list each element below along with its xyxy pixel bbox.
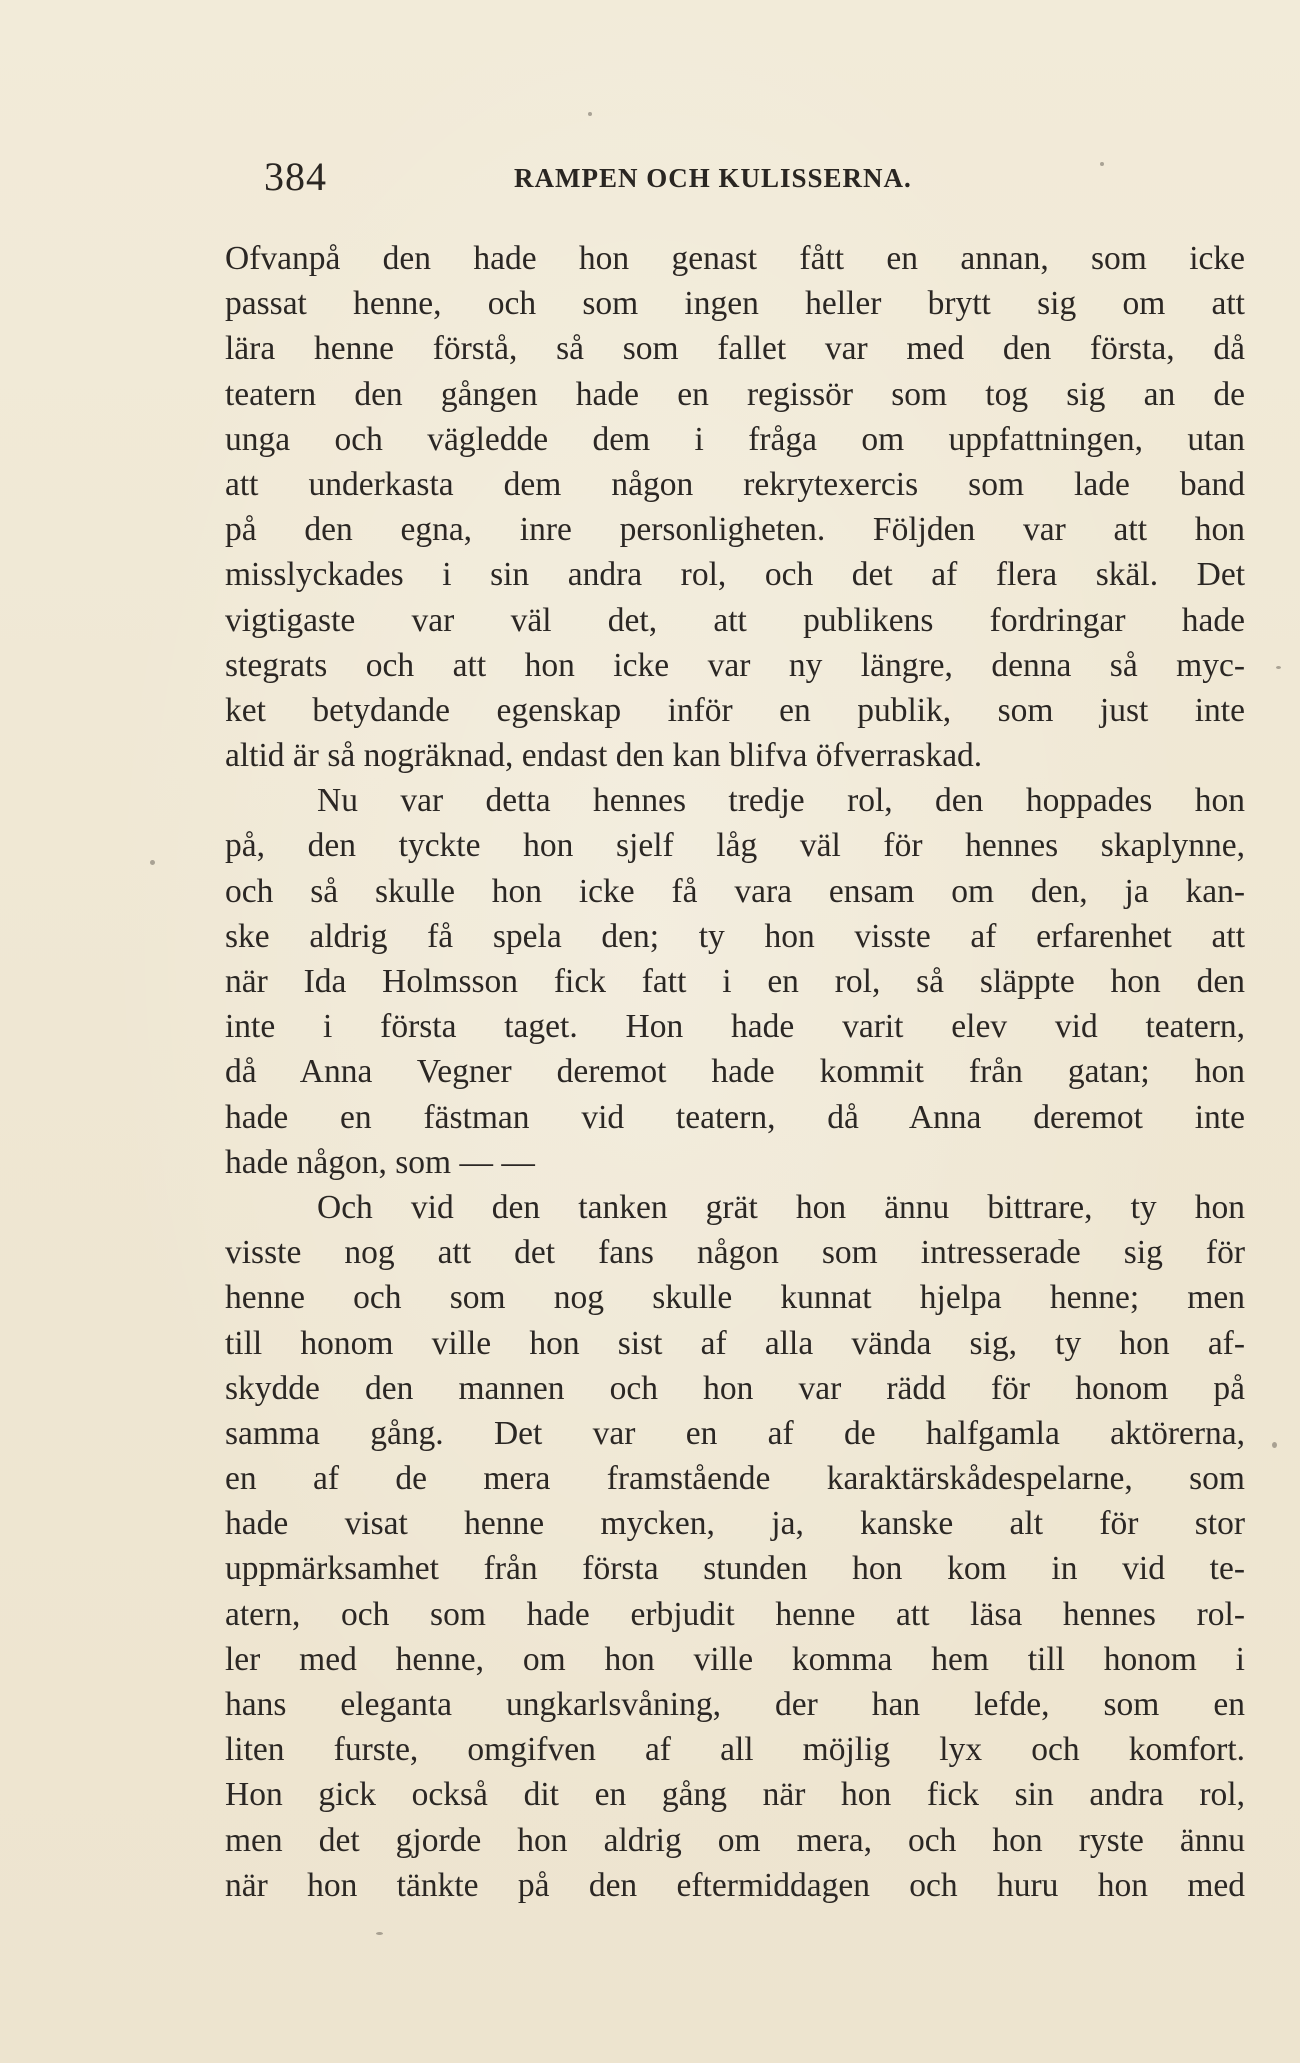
text-line: Ofvanpå den hade hon genast fått en annan, som icke xyxy=(225,240,1245,277)
text-line: lära henne förstå, så som fallet var med den första, då xyxy=(225,330,1245,368)
text-line: teatern den gången hade en regissör som tog sig an de xyxy=(225,375,1245,413)
text-line: Och vid den tanken grät hon ännu bittrare, ty hon xyxy=(317,1188,1245,1226)
text-line: när hon tänkte på den eftermiddagen och huru hon med xyxy=(225,1866,1245,1904)
text-line: liten furste, omgifven af all möjlig lyx och komfort. xyxy=(225,1731,1245,1769)
text-line: unga och vägledde dem i fråga om uppfattningen, utan xyxy=(225,420,1245,458)
body-text xyxy=(225,236,1245,1908)
paper-speck xyxy=(588,112,592,116)
text-line: atern, och som hade erbjudit henne att läsa hennes rol- xyxy=(225,1595,1245,1633)
text-line: misslyckades i sin andra rol, och det af flera skäl. Det xyxy=(225,556,1245,594)
running-head: RAMPEN OCH KULISSERNA. xyxy=(514,163,912,193)
text-line: visste nog att det fans någon som intresserade sig för xyxy=(225,1234,1245,1272)
text-line: samma gång. Det var en af de halfgamla aktörerna, xyxy=(225,1414,1245,1452)
text-line: passat henne, och som ingen heller brytt sig om att xyxy=(225,285,1245,323)
text-line: men det gjorde hon aldrig om mera, och hon ryste ännu xyxy=(225,1821,1245,1859)
text-line: hade en fästman vid teatern, då Anna deremot inte xyxy=(225,1098,1245,1136)
page-number: 384 xyxy=(264,154,327,199)
paper-speck xyxy=(1276,666,1281,669)
text-line: altid är så nogräknad, endast den kan blifva öfverraskad. xyxy=(225,737,983,775)
paper-speck xyxy=(1272,1442,1277,1448)
text-line: ske aldrig få spela den; ty hon visste af erfarenhet att xyxy=(225,917,1245,955)
text-line: då Anna Vegner deremot hade kommit från gatan; hon xyxy=(225,1053,1245,1091)
page-header xyxy=(264,152,1204,202)
text-line: inte i första taget. Hon hade varit elev vid teatern, xyxy=(225,1008,1245,1046)
text-line: uppmärksamhet från första stunden hon kom in vid te- xyxy=(225,1550,1245,1588)
text-line: henne och som nog skulle kunnat hjelpa henne; men xyxy=(225,1279,1245,1317)
text-line: att underkasta dem någon rekrytexercis som lade band xyxy=(225,465,1245,503)
text-line: hade någon, som — — xyxy=(225,1143,535,1181)
paper-speck xyxy=(376,1932,383,1935)
text-line: ler med henne, om hon ville komma hem till honom i xyxy=(225,1640,1245,1678)
text-line: när Ida Holmsson fick fatt i en rol, så släppte hon den xyxy=(225,963,1245,1000)
text-line: Nu var detta hennes tredje rol, den hoppades hon xyxy=(317,782,1245,820)
text-line: vigtigaste var väl det, att publikens fordringar hade xyxy=(225,601,1245,639)
text-line: och så skulle hon icke få vara ensam om den, ja kan- xyxy=(225,872,1245,910)
text-line: skydde den mannen och hon var rädd för honom på xyxy=(225,1369,1245,1407)
text-line: stegrats och att hon icke var ny längre, denna så myc- xyxy=(225,646,1245,684)
text-line: hans eleganta ungkarlsvåning, der han lefde, som en xyxy=(225,1686,1245,1723)
text-line: ket betydande egenskap inför en publik, som just inte xyxy=(225,691,1245,729)
text-line: på, den tyckte hon sjelf låg väl för hennes skaplynne, xyxy=(225,827,1245,865)
text-line: hade visat henne mycken, ja, kanske alt för stor xyxy=(225,1505,1245,1543)
paper-speck xyxy=(1100,162,1104,166)
text-line: till honom ville hon sist af alla vända sig, ty hon af- xyxy=(225,1324,1245,1362)
text-line: Hon gick också dit en gång när hon fick sin andra rol, xyxy=(225,1776,1245,1814)
text-line: på den egna, inre personligheten. Följden var att hon xyxy=(225,511,1245,549)
paper-speck xyxy=(150,860,155,865)
text-line: en af de mera framstående karaktärskådespelarne, som xyxy=(225,1460,1245,1498)
